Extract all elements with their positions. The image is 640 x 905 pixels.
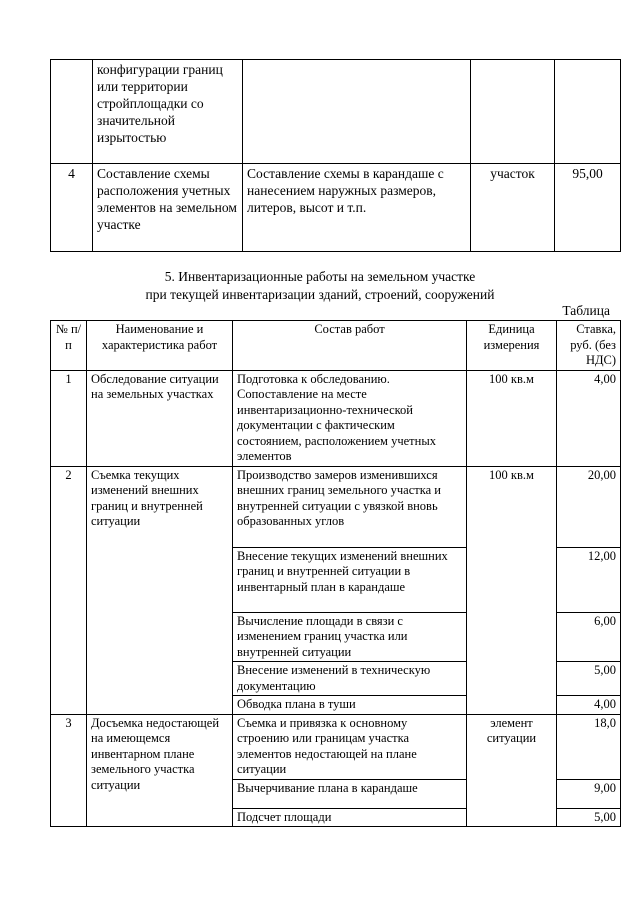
table-row bbox=[51, 714, 621, 779]
header-name: Наименование и характеристика работ bbox=[87, 321, 233, 371]
rate-cell bbox=[555, 60, 621, 164]
top-table bbox=[50, 59, 621, 252]
table-label: Таблица bbox=[562, 303, 610, 318]
unit-cell bbox=[471, 60, 555, 164]
unit-cell: 100 кв.м bbox=[467, 370, 557, 466]
work-composition-cell: Вычисление площади в связи с изменением границ участка или внутренней ситуации bbox=[233, 612, 467, 662]
header-unit: Единица измерения bbox=[467, 321, 557, 371]
rate-cell: 4,00 bbox=[557, 696, 621, 715]
work-composition-cell bbox=[243, 60, 471, 164]
work-composition-cell: Внесение изменений в техническую документацию bbox=[233, 662, 467, 696]
rate-cell: 5,00 bbox=[557, 662, 621, 696]
row-number: 3 bbox=[51, 714, 87, 827]
work-composition-cell: Внесение текущих изменений внешних границ и внутренней ситуации в инвентарный план в карандаше bbox=[233, 547, 467, 612]
table-row bbox=[51, 164, 621, 252]
work-composition-cell: Производство замеров изменившихся внешних границ земельного участка и внутренней ситуации с увязкой вновь образованных углов bbox=[233, 466, 467, 547]
work-composition-cell: Вычерчивание плана в карандаше bbox=[233, 779, 467, 808]
work-name-cell: Обследование ситуации на земельных участках bbox=[87, 370, 233, 466]
work-composition-cell: Обводка плана в туши bbox=[233, 696, 467, 715]
row-number bbox=[51, 60, 93, 164]
header-rate: Ставка, руб. (без НДС) bbox=[557, 321, 621, 371]
work-composition-cell: Составление схемы в карандаше с нанесением наружных размеров, литеров, высот и т.п. bbox=[243, 164, 471, 252]
table-row bbox=[51, 466, 621, 547]
row-number: 4 bbox=[51, 164, 93, 252]
header-row bbox=[51, 321, 621, 371]
main-table bbox=[50, 320, 621, 827]
work-name-cell: конфигурации границ или территории стройплощадки со значительной изрытостью bbox=[93, 60, 243, 164]
rate-cell: 12,00 bbox=[557, 547, 621, 612]
unit-cell: 100 кв.м bbox=[467, 466, 557, 714]
work-name-cell: Съемка текущих изменений внешних границ и внутренней ситуации bbox=[87, 466, 233, 714]
work-composition-cell: Подсчет площади bbox=[233, 808, 467, 827]
rate-cell: 18,0 bbox=[557, 714, 621, 779]
rate-cell: 6,00 bbox=[557, 612, 621, 662]
section-title-line-2: при текущей инвентаризации зданий, строений, сооружений bbox=[145, 287, 495, 302]
work-name-cell: Досъемка недостающей на имеющемся инвентарном плане земельного участка ситуации bbox=[87, 714, 233, 827]
table-row bbox=[51, 370, 621, 466]
work-composition-cell: Подготовка к обследованию. Сопоставление на месте инвентаризационно-технической документации с фактическим состоянием, расположением учетных элементов bbox=[233, 370, 467, 466]
unit-cell: участок bbox=[471, 164, 555, 252]
row-number: 1 bbox=[51, 370, 87, 466]
work-name-cell: Составление схемы расположения учетных элементов на земельном участке bbox=[93, 164, 243, 252]
rate-cell: 5,00 bbox=[557, 808, 621, 827]
header-num: № п/п bbox=[51, 321, 87, 371]
row-number: 2 bbox=[51, 466, 87, 714]
header-work: Состав работ bbox=[233, 321, 467, 371]
work-composition-cell: Съемка и привязка к основному строению или границам участка элементов недостающей на плане ситуации bbox=[233, 714, 467, 779]
rate-cell: 4,00 bbox=[557, 370, 621, 466]
section-title-line-1: 5. Инвентаризационные работы на земельном участке bbox=[164, 269, 476, 284]
rate-cell: 20,00 bbox=[557, 466, 621, 547]
table-row bbox=[51, 60, 621, 164]
rate-cell: 9,00 bbox=[557, 779, 621, 808]
unit-cell: элемент ситуации bbox=[467, 714, 557, 827]
rate-cell: 95,00 bbox=[555, 164, 621, 252]
